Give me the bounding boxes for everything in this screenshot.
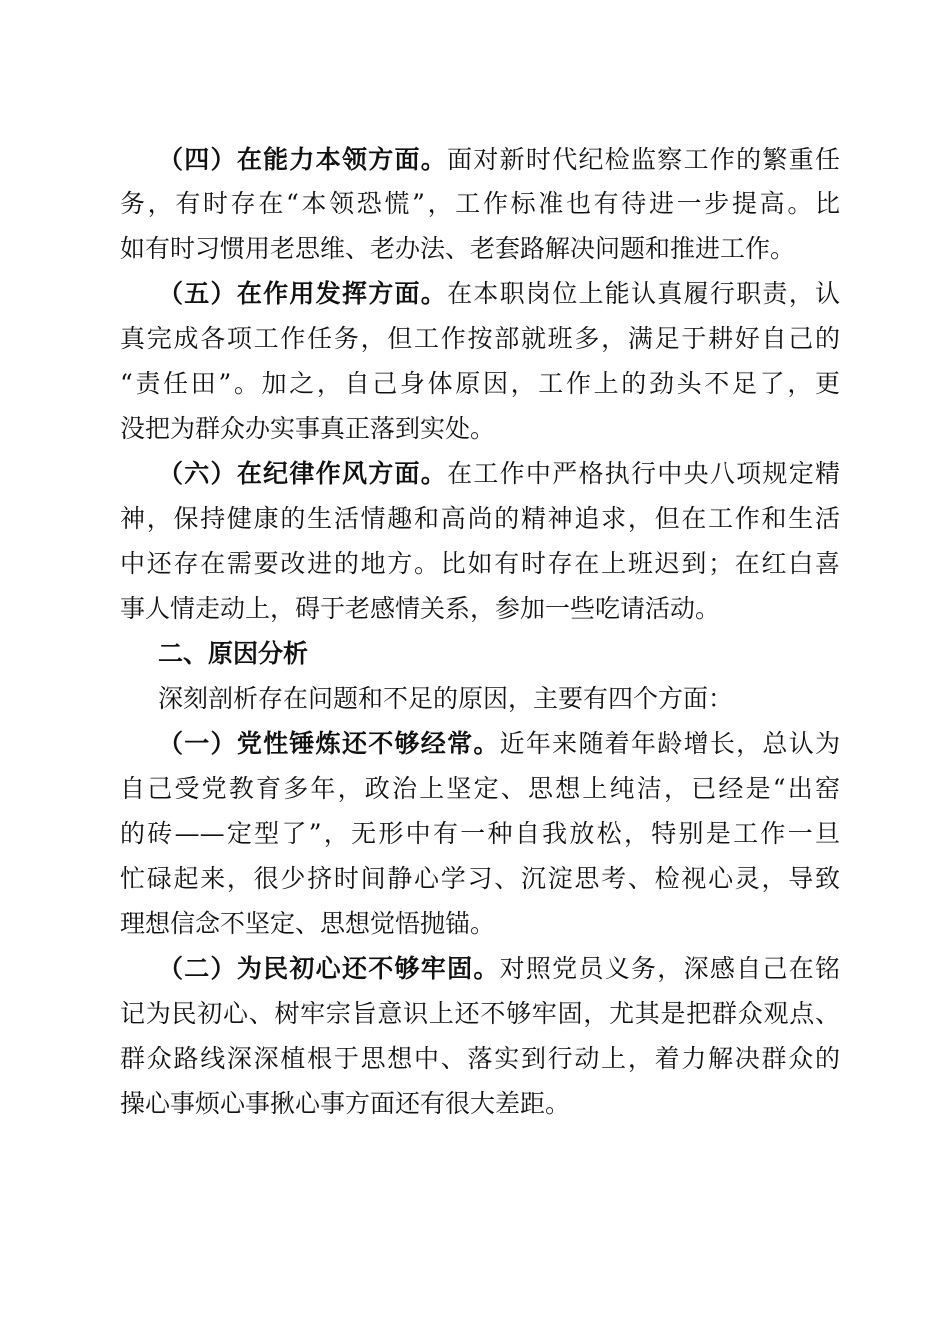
cause-2-line-2: 记为民初心、树牢宗旨意识上还不够牢固，尤其是把群众观点、	[120, 999, 840, 1028]
cause-2-title: （二）为民初心还不够牢固。	[158, 954, 500, 983]
section-heading: 二、原因分析	[158, 639, 309, 668]
paragraph-5-line-4: 没把为群众办实事真正落到实处。	[120, 414, 496, 443]
paragraph-6-title: （六）在纪律作风方面。	[158, 459, 448, 488]
cause-2-line-1	[120, 949, 840, 989]
paragraph-6-line-3: 中还存在需要改进的地方。比如有时存在上班迟到；在红白喜	[120, 549, 840, 578]
cause-1-line-2: 自己受党教育多年，政治上坚定、思想上纯洁，已经是“出窑	[120, 774, 840, 803]
cause-1-line-5: 理想信念不坚定、思想觉悟抛锚。	[120, 909, 496, 938]
cause-2-line-4: 操心事烦心事揪心事方面还有很大差距。	[120, 1089, 571, 1118]
paragraph-5-title: （五）在作用发挥方面。	[158, 279, 448, 308]
cause-1-line-3: 的砖——定型了”，无形中有一种自我放松，特别是工作一旦	[120, 819, 840, 848]
paragraph-6-line-2: 神，保持健康的生活情趣和高尚的精神追求，但在工作和生活	[120, 504, 840, 533]
paragraph-4-text: 面对新时代纪检监察工作的繁重任	[447, 145, 840, 174]
paragraph-6-line-1	[120, 454, 840, 494]
paragraph-4-line-2: 务，有时存在“本领恐慌”，工作标准也有待进一步提高。比	[120, 189, 840, 218]
paragraph-4-line-3: 如有时习惯用老思维、老办法、老套路解决问题和推进工作。	[120, 234, 796, 263]
cause-2-text: 对照党员义务，深感自己在铭	[499, 954, 840, 983]
cause-1-line-1	[120, 724, 840, 764]
paragraph-4-title: （四）在能力本领方面。	[158, 145, 448, 174]
paragraph-5-line-3: “责任田”。加之，自己身体原因，工作上的劲头不足了，更	[120, 369, 840, 398]
paragraph-6-text: 在工作中严格执行中央八项规定精	[447, 459, 840, 488]
paragraph-6-line-4: 事人情走动上，碍于老感情关系，参加一些吃请活动。	[120, 594, 721, 623]
cause-1-line-4: 忙碌起来，很少挤时间静心学习、沉淀思考、检视心灵，导致	[120, 864, 840, 893]
paragraph-5-line-2: 真完成各项工作任务，但工作按部就班多，满足于耕好自己的	[120, 324, 840, 353]
cause-1-title: （一）党性锤炼还不够经常。	[158, 729, 500, 758]
paragraph-5-line-1	[120, 274, 840, 314]
cause-2-line-3: 群众路线深深植根于思想中、落实到行动上，着力解决群众的	[120, 1044, 840, 1073]
cause-1-text: 近年来随着年龄增长，总认为	[499, 729, 840, 758]
paragraph-5-text: 在本职岗位上能认真履行职责，认	[447, 279, 840, 308]
section-intro: 深刻剖析存在问题和不足的原因，主要有四个方面：	[158, 684, 734, 713]
paragraph-4-line-1	[120, 140, 840, 180]
